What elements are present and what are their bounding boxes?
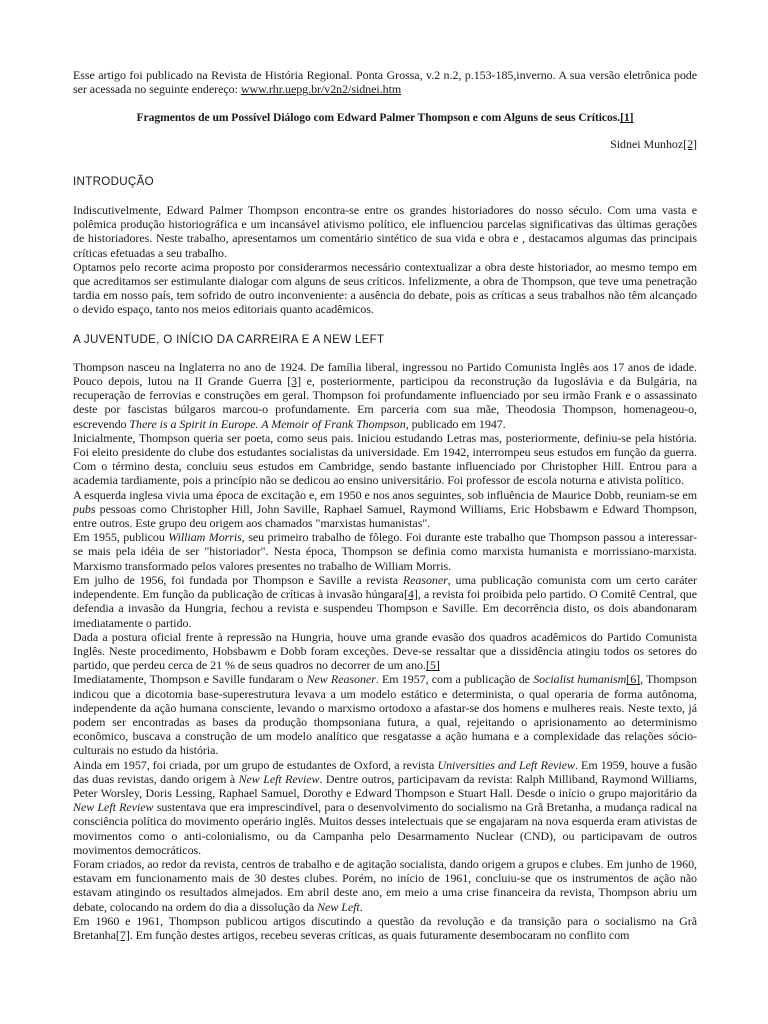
footnote-5-link[interactable]: [5] bbox=[425, 658, 440, 673]
paragraph-intro-2: Optamos pelo recorte acima proposto por considerarmos necessário contextualizar a obra deste historiador, ao mesmo tempo em que acreditamos ser estimulante dialogar com alguns de seus críticos. Infelizmente, a obra de Thompson, que teve uma penetração tardia em nosso país, tem sofrido de outro inconveniente: a ausência do debate, pois as críticas a seus trabalhos não têm alcançado o devido espaço, tanto nos meios editoriais quanto acadêmicos. bbox=[73, 259, 697, 317]
paragraph-left-excitement: A esquerda inglesa vivia uma época de excitação e, em 1950 e nos anos seguintes, sob influência de Maurice Dobb, reuniam-se em pubs pessoas como Christopher Hill, John Saville, Raphael Samuel, Raymond Williams, Eric Hobsbawm e Edward Thompson, entre outros. Este grupo deu origem aos chamados "marxistas humanistas". bbox=[73, 487, 697, 531]
paragraph-reasoner: Em julho de 1956, foi fundada por Thompson e Saville a revista Reasoner, uma publicação comunista com um certo caráter independente. Em função da publicação de críticas à invasão húngara[4], a revista foi proibida pelo partido. O Comitê Central, que defendia a invasão da Hungria, fechou a revista e suspendeu Thompson e Saville. Em decorrência disto, os dois abandonaram imediatamente o partido. bbox=[73, 572, 697, 630]
footnote-6-link[interactable]: [6] bbox=[626, 672, 641, 687]
footnote-3-link[interactable]: [3] bbox=[287, 374, 302, 389]
paragraph-new-left-review: Ainda em 1957, foi criada, por um grupo de estudantes de Oxford, a revista Universities and Left Review. Em 1959, houve a fusão das duas revistas, dando origem à New Left Review. Dentre outros, participavam da revista: Ralph Milliband, Raymond Williams, Peter Worsley, Doris Lessing, Raphael Samuel, Dorothy e Edward Thompson e Stuart Hall. Desde o início o grupo majoritário da New Left Review sustentava que era imprescindível, para o desenvolvimento do socialismo na Grã Bretanha, a mudança radical na consciência política do movimento operário inglês. Muitos desses intelectuais que se engajaram na nova esquerda eram ativistas de movimentos como o anti-colonialismo, ou da Campanha pelo Desarmamento Nuclear (CND), ou participavam de outros movimentos democráticos. bbox=[73, 757, 698, 857]
paragraph-intro-1: Indiscutivelmente, Edward Palmer Thompson encontra-se entre os grandes historiadores do nosso século. Com uma vasta e polêmica produção historiográfica e um incansável ativismo político, ele influenciou parcelas significativas das últimas gerações de historiadores. Neste trabalho, apresentamos um comentário sintético de sua vida e obra e , destacamos algumas das principais críticas efetuadas a seu trabalho. bbox=[73, 203, 697, 260]
author-name: Sidnei Munhoz[2] bbox=[610, 136, 697, 151]
paragraph-revolution-articles: Em 1960 e 1961, Thompson publicou artigos discutindo a questão da revolução e da transição para o socialismo na Grã Bretanha[7]. Em função destes artigos, recebeu severas críticas, as quais futuramente desembocaram no conflito com bbox=[73, 913, 697, 942]
book-title: William Morris bbox=[168, 530, 242, 545]
footnote-7-link[interactable]: [7] bbox=[115, 927, 130, 942]
paragraph-birth: Thompson nasceu na Inglaterra no ano de 1924. De família liberal, ingressou no Partido Comunista Inglês aos 17 anos de idade. Pouco depois, lutou na II Grande Guerra [3] e, posteriormente, participou da reconstrução da Iugoslávia e da Bulgária, na recuperação de ferrovias e construções em geral. Thompson foi profundamente influenciado por seu irmão Frank e o assassinato deste por fascistas búlgaros marcou-o profundamente. Em parceria com sua mãe, Theodosia Thompson, homenageou-o, escrevendo There is a Spirit in Europe. A Memoir of Frank Thompson, publicado em 1947. bbox=[73, 359, 697, 431]
intro-heading: INTRODUÇÃO bbox=[73, 174, 154, 188]
footnote-2-link[interactable]: [2] bbox=[683, 136, 697, 151]
publication-note: Esse artigo foi publicado na Revista de História Regional. Ponta Grossa, v.2 n.2, p.153-185,inverno. A sua versão eletrônica pode ser acessada no seguinte endereço: www.rhr.uepg.br/v2n2/sidnei.htm bbox=[73, 68, 697, 97]
article-title: Fragmentos de um Possível Diálogo com Edward Palmer Thompson e com Alguns de seus Críticos.[1] bbox=[136, 111, 634, 125]
footnote-4-link[interactable]: [4] bbox=[403, 587, 418, 602]
paragraph-william-morris: Em 1955, publicou William Morris, seu primeiro trabalho de fôlego. Foi durante este trabalho que Thompson passou a interessar-se mais pela idéia de ser "historiador". Nesta época, Thompson se definia como marxista humanista e morrissiano-marxista. Marxismo transformado pelos valores presentes no trabalho de William Morris. bbox=[73, 530, 697, 573]
article-url-link[interactable]: www.rhr.uepg.br/v2n2/sidnei.htm bbox=[240, 82, 402, 97]
book-title: There is a Spirit in Europe. A Memoir of Frank Thompson bbox=[129, 416, 406, 431]
footnote-1-link[interactable]: [1] bbox=[620, 111, 634, 125]
paragraph-hungary: Dada a postura oficial frente à repressão na Hungria, houve uma grande evasão dos quadros acadêmicos do Partido Comunista Inglês. Neste procedimento, Hobsbawm e Dobb foram exceções. Deve-se ressaltar que a dissidência atingiu todos os setores do partido, que perdeu cerca de 21 % de seus quadros no decorrer de um ano.[5] bbox=[73, 629, 697, 673]
paragraph-early-career: Inicialmente, Thompson queria ser poeta, como seus pais. Iniciou estudando Letras mas, posteriormente, definiu-se pela história. Foi eleito presidente do clube dos estudantes socialistas da universidade. Em 1942, interrompeu seus estudos em função da guerra. Com o término desta, concluiu seus estudos em Cambridge, sendo bastante influenciado por Christopher Hill. Entrou para a academia tardiamente, pois a princípio não se dedicou ao ensino universitário. Foi professor de escola noturna e ativista político. bbox=[73, 430, 697, 488]
paragraph-new-reasoner: Imediatamente, Thompson e Saville fundaram o New Reasoner. Em 1957, com a publicação de Socialist humanism[6], Thompson indicou que a dicotomia base-superestrutura levava a um modelo estático e determinista, o qual operaria de forma autônoma, independente da ação humana consciente, levando o marxismo ortodoxo a afastar-se dos homens e mulheres reais. Neste texto, já podem ser encontradas as bases da produção thompsoniana futura, a qual, rejeitando o aprisionamento ao determinismo econômico, buscava a construção de um modelo analítico que resgatasse a ação humana e a complexidade das relações sócio-culturais no estudo da história. bbox=[73, 672, 697, 758]
juventude-heading: A JUVENTUDE, O INÍCIO DA CARREIRA E A NEW LEFT bbox=[73, 332, 385, 346]
paragraph-clubs: Foram criados, ao redor da revista, centros de trabalho e de agitação socialista, dando origem a grupos e clubes. Em junho de 1960, estavam em funcionamento mais de 30 destes clubes. Porém, no início de 1961, concluiu-se que os instrumentos de ação não estavam atingindo os resultados almejados. Em abril deste ano, em meio a uma crise financeira da revista, Thompson abriu um debate, colocando na ordem do dia a dissolução da New Left. bbox=[73, 856, 697, 914]
